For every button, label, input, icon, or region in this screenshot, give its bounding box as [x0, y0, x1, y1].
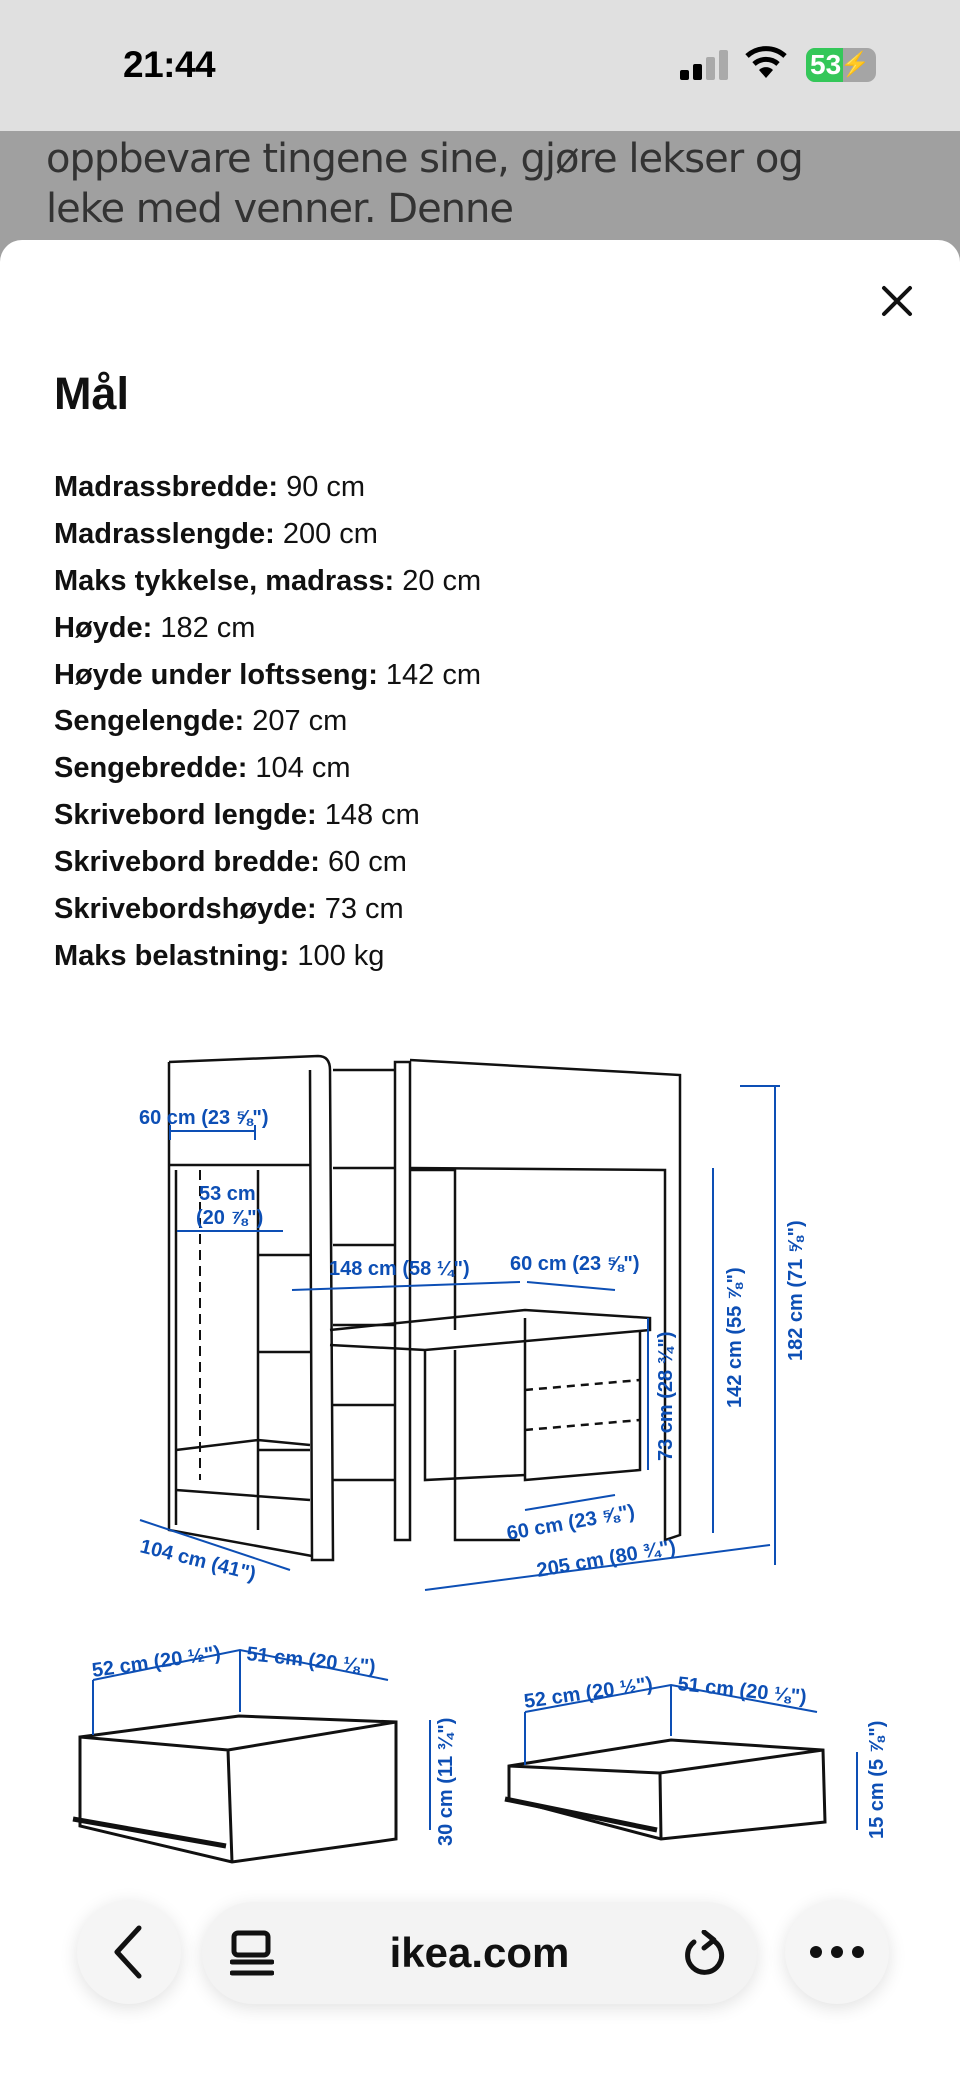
back-button[interactable]	[77, 1900, 181, 2004]
top-width-label: 60 cm (23 ⅝")	[139, 1107, 269, 1129]
spec-item: Maks belastning: 100 kg	[54, 939, 385, 972]
spec-item: Madrasslengde: 200 cm	[54, 517, 378, 550]
clock: 21:44	[123, 44, 216, 85]
small-drawer-depth-label: 51 cm (20 ⅛")	[676, 1673, 808, 1709]
total-height-label: 182 cm (71 ⅝")	[785, 1220, 807, 1361]
small-drawer-width-label: 52 cm (20 ½")	[522, 1673, 654, 1713]
small-drawer-drawing	[505, 1740, 825, 1839]
spec-list	[54, 467, 481, 983]
large-drawer-height-label: 30 cm (11 ¾")	[435, 1717, 457, 1846]
ellipsis-icon	[809, 1945, 865, 1959]
spec-item: Maks tykkelse, madrass: 20 cm	[54, 564, 482, 597]
battery-indicator	[806, 48, 876, 82]
chevron-left-icon	[109, 1924, 149, 1980]
close-icon[interactable]	[876, 280, 918, 322]
large-drawer-depth-label: 51 cm (20 ⅛")	[245, 1643, 377, 1679]
desk-length-label: 148 cm (58 ¼")	[329, 1258, 470, 1280]
wifi-icon	[745, 44, 787, 80]
more-options-button[interactable]	[785, 1900, 889, 2004]
cellular-signal-icon	[680, 50, 732, 80]
desk-width-bottom-label: 60 cm (23 ⅝")	[505, 1500, 637, 1545]
spec-item: Høyde: 182 cm	[54, 611, 256, 644]
desk-height-label: 73 cm (28 ¾")	[655, 1331, 677, 1461]
total-length-label: 205 cm (80 ¾")	[535, 1535, 678, 1582]
status-bar	[0, 0, 960, 131]
battery-level: 53	[810, 49, 842, 80]
background-page-text: oppbevare tingene sine, gjøre lekser og	[46, 136, 803, 182]
spec-item: Skrivebordshøyde: 73 cm	[54, 893, 404, 926]
desk-width-top-label: 60 cm (23 ⅝")	[510, 1253, 640, 1275]
url-text: ikea.com	[389, 1929, 570, 1976]
reload-icon[interactable]	[682, 1930, 728, 1978]
large-drawer-drawing	[73, 1716, 396, 1862]
dimension-lines	[137, 1086, 780, 1590]
spec-item: Skrivebord bredde: 60 cm	[54, 846, 407, 879]
total-width-label: 104 cm (41")	[137, 1535, 259, 1586]
spec-item: Sengebredde: 104 cm	[54, 752, 351, 785]
charging-bolt-icon: ⚡	[840, 51, 870, 78]
small-drawer-height-label: 15 cm (5 ⅞")	[866, 1720, 888, 1839]
under-height-label: 142 cm (55 ⅞")	[724, 1267, 746, 1408]
spec-item: Sengelengde: 207 cm	[54, 705, 348, 738]
large-drawer-width-label: 52 cm (20 ½")	[90, 1642, 222, 1682]
sheet-title: Mål	[54, 368, 130, 419]
dimension-diagram	[0, 1030, 960, 1880]
spec-item: Høyde under loftsseng: 142 cm	[54, 658, 482, 691]
inner-width-label: 53 cm	[199, 1183, 256, 1205]
inner-width-inch-label: (20 ⅞")	[196, 1207, 264, 1229]
spec-item: Skrivebord lengde: 148 cm	[54, 799, 420, 832]
browser-toolbar	[0, 1870, 960, 2081]
background-page-text: leke med venner. Denne	[46, 186, 513, 232]
spec-item: Madrassbredde: 90 cm	[54, 471, 366, 503]
address-bar[interactable]	[202, 1902, 757, 2004]
